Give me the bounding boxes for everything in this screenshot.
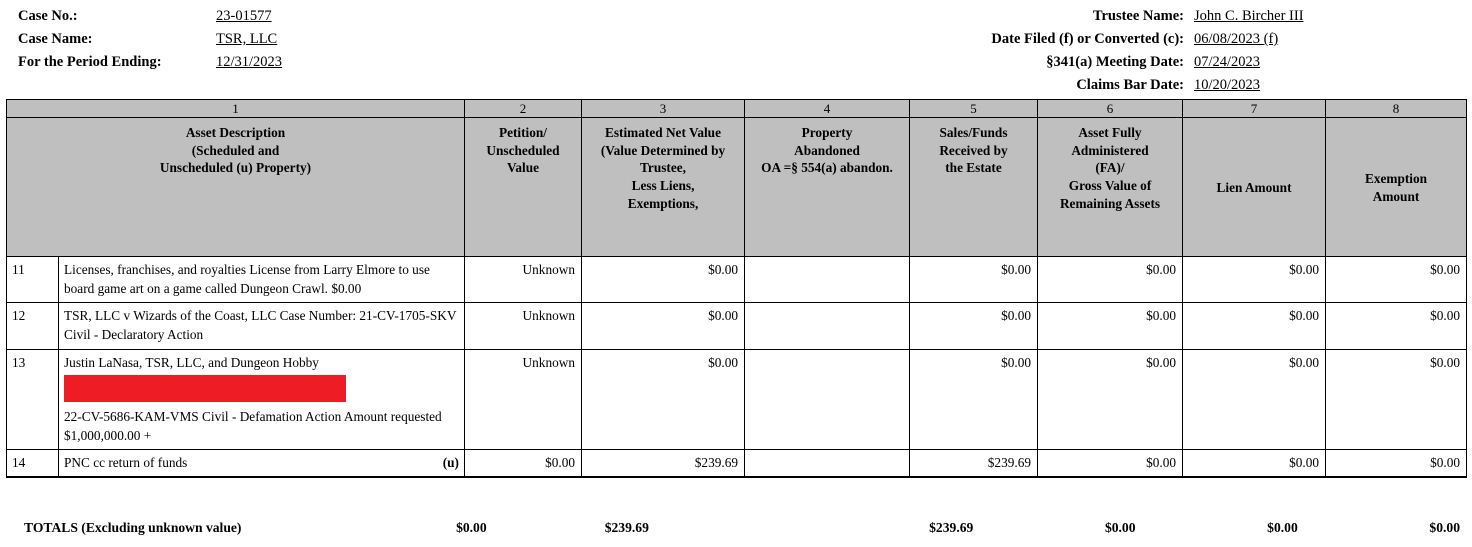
row-estimated-net-value: $0.00 xyxy=(582,303,745,349)
column-number-row xyxy=(7,100,1467,118)
row-exemption-amount: $0.00 xyxy=(1326,449,1467,477)
row-petition-value: Unknown xyxy=(465,349,582,449)
row-sales-funds-received: $0.00 xyxy=(910,303,1038,349)
table-row xyxy=(7,257,1467,303)
period-ending-value: 12/31/2023 xyxy=(216,54,283,70)
row-sales-funds-received: $0.00 xyxy=(910,349,1038,449)
column-number-5: 5 xyxy=(910,100,1038,118)
row-number: 11 xyxy=(7,257,59,303)
totals-section xyxy=(6,520,1466,536)
row-description xyxy=(59,449,465,477)
row-petition-value: Unknown xyxy=(465,257,582,303)
row-lien-amount: $0.00 xyxy=(1183,257,1326,303)
claims-bar-date-label: Claims Bar Date: xyxy=(1076,77,1184,93)
row-property-abandoned xyxy=(745,303,910,349)
row-estimated-net-value: $0.00 xyxy=(582,257,745,303)
totals-lien-amount: $0.00 xyxy=(1267,520,1298,535)
row-exemption-amount: $0.00 xyxy=(1326,257,1467,303)
header-exemption-amount: Exemption Amount xyxy=(1326,118,1467,257)
table-row xyxy=(7,349,1467,449)
meeting-date-value: 07/24/2023 xyxy=(1194,54,1261,70)
column-number-3: 3 xyxy=(582,100,745,118)
row-asset-fully-administered: $0.00 xyxy=(1038,449,1183,477)
totals-exemption-amount: $0.00 xyxy=(1429,520,1460,535)
date-filed-value: 06/08/2023 (f) xyxy=(1194,31,1279,47)
row-estimated-net-value: $239.69 xyxy=(582,449,745,477)
totals-table xyxy=(6,520,1466,536)
row-lien-amount: $0.00 xyxy=(1183,303,1326,349)
row-description-text: PNC cc return of funds xyxy=(64,454,188,470)
row-property-abandoned xyxy=(745,257,910,303)
row-exemption-amount: $0.00 xyxy=(1326,303,1467,349)
column-number-6: 6 xyxy=(1038,100,1183,118)
row-asset-fully-administered: $0.00 xyxy=(1038,349,1183,449)
table-row xyxy=(7,449,1467,477)
period-ending-label: For the Period Ending: xyxy=(18,54,162,70)
row-property-abandoned xyxy=(745,449,910,477)
row-description xyxy=(59,349,465,449)
column-number-7: 7 xyxy=(1183,100,1326,118)
header-sales-funds-received: Sales/Funds Received by the Estate xyxy=(910,118,1038,257)
case-name-label: Case Name: xyxy=(18,31,93,47)
header-lien-amount: Lien Amount xyxy=(1183,118,1326,257)
case-name-value: TSR, LLC xyxy=(216,31,278,47)
column-number-4: 4 xyxy=(745,100,910,118)
row-description: Licenses, franchises, and royalties License from Larry Elmore to use board game art on a game called Dungeon Crawl. $0.00 xyxy=(59,257,465,303)
row-asset-fully-administered: $0.00 xyxy=(1038,303,1183,349)
row-property-abandoned xyxy=(745,349,910,449)
meeting-date-label: §341(a) Meeting Date: xyxy=(1046,54,1184,70)
totals-estimated-net-value: $239.69 xyxy=(604,520,649,535)
row-description-text: Justin LaNasa, TSR, LLC, and Dungeon Hobby xyxy=(64,354,319,370)
row-lien-amount: $0.00 xyxy=(1183,449,1326,477)
totals-label: TOTALS (Excluding unknown value) xyxy=(24,520,242,535)
totals-property-abandoned xyxy=(655,520,817,536)
header-petition-value: Petition/ Unscheduled Value xyxy=(465,118,582,257)
case-no-label: Case No.: xyxy=(18,8,78,24)
row-asset-fully-administered: $0.00 xyxy=(1038,257,1183,303)
header-asset-description: Asset Description (Scheduled and Unscheduled (u) Property) xyxy=(7,118,465,257)
column-number-8: 8 xyxy=(1326,100,1467,118)
trustee-name-label: Trustee Name: xyxy=(1092,8,1184,24)
totals-sales-funds-received: $239.69 xyxy=(929,520,974,535)
header-property-abandoned: Property Abandoned OA =§ 554(a) abandon. xyxy=(745,118,910,257)
redaction-box xyxy=(64,375,346,402)
table-row xyxy=(7,303,1467,349)
row-sales-funds-received: $0.00 xyxy=(910,257,1038,303)
row-number: 12 xyxy=(7,303,59,349)
row-number: 13 xyxy=(7,349,59,449)
totals-row xyxy=(6,520,1466,536)
row-estimated-net-value: $0.00 xyxy=(582,349,745,449)
totals-asset-fully-administered: $0.00 xyxy=(1104,520,1136,535)
case-header xyxy=(0,0,1472,96)
claims-bar-date-value: 10/20/2023 xyxy=(1194,77,1261,93)
row-description-text-continued: 22-CV-5686-KAM-VMS Civil - Defamation Action Amount requested $1,000,000.00 + xyxy=(64,408,442,443)
date-filed-label: Date Filed (f) or Converted (c): xyxy=(991,31,1184,47)
case-header-left xyxy=(18,5,282,74)
row-lien-amount: $0.00 xyxy=(1183,349,1326,449)
table-header-row xyxy=(7,118,1467,257)
row-petition-value: $0.00 xyxy=(465,449,582,477)
header-asset-fully-administered: Asset Fully Administered (FA)/ Gross Value of Remaining Assets xyxy=(1038,118,1183,257)
column-number-2: 2 xyxy=(465,100,582,118)
unscheduled-flag: (u) xyxy=(442,454,459,470)
trustee-name-value: John C. Bircher III xyxy=(1194,8,1304,24)
header-estimated-net-value: Estimated Net Value (Value Determined by Trustee, Less Liens, Exemptions, xyxy=(582,118,745,257)
totals-petition-value: $0.00 xyxy=(456,520,487,535)
row-petition-value: Unknown xyxy=(465,303,582,349)
case-no-value: 23-01577 xyxy=(216,8,272,24)
asset-table xyxy=(6,99,1467,478)
row-number: 14 xyxy=(7,449,59,477)
column-number-1: 1 xyxy=(7,100,465,118)
row-exemption-amount: $0.00 xyxy=(1326,349,1467,449)
row-description: TSR, LLC v Wizards of the Coast, LLC Case Number: 21-CV-1705-SKV Civil - Declaratory Action xyxy=(59,303,465,349)
row-sales-funds-received: $239.69 xyxy=(910,449,1038,477)
case-header-right xyxy=(984,5,1304,97)
